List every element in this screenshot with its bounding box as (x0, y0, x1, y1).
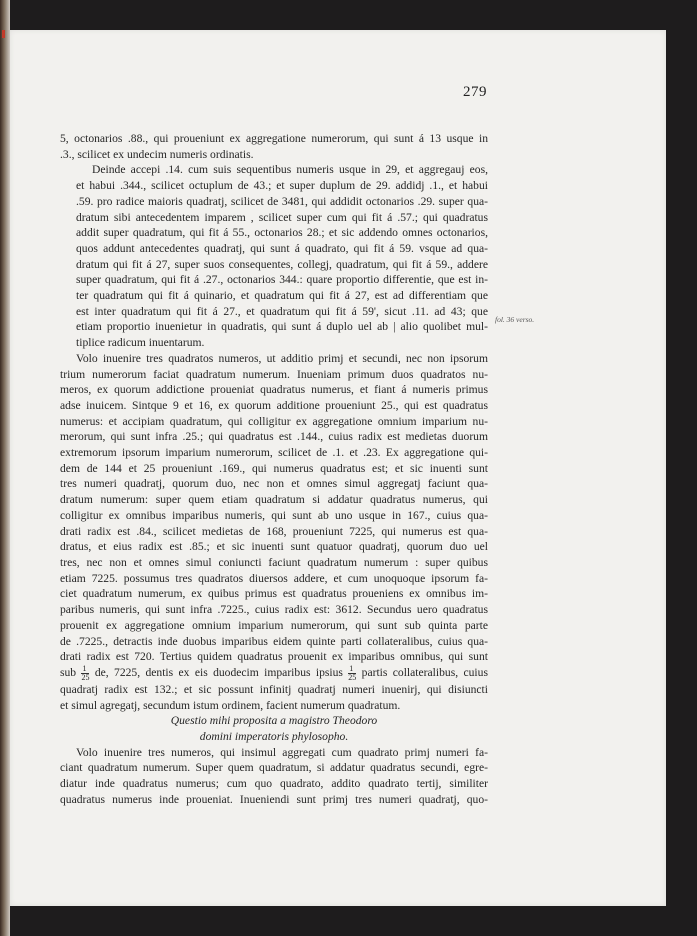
fraction-denominator: 25 (348, 672, 357, 682)
text-line: et habui .344., scilicet octuplum de 43.; et super duplum de 29. addidj .1., et habui (76, 179, 488, 193)
text-line: est inter quadratum qui fit á 27., et quadratum qui fit á 59', sicut .11. ad 43; que (76, 304, 488, 318)
text-line: quos addunt antecedentes quadratj, qui sunt á quadrato, qui fit á 59. vsque ad qua- (76, 241, 488, 255)
text-line: .59. pro radice maioris quadratj, scilicet de 3481, qui addidit octonarios .29. super qua- (76, 194, 488, 208)
text-line: tiplice radicum inuentarum. (76, 336, 205, 350)
text-fragment: de, 7225, dentis ex eis duodecim imparibus ipsius (94, 666, 343, 680)
margin-note: fol. 36 verso. (495, 315, 535, 324)
text-line: dratum qui fit á 27, super suos consequentes, collegj, quadratum, qui fit á 59., addere (76, 257, 488, 271)
text-line: diatur inde quadratus numerus; cum quo quadrato, addito quadrato tertij, similiter (60, 777, 488, 791)
text-line: dratus, et eius radix est .85.; et sic inuenti sunt quatuor quadratj, quorum duo uel (60, 540, 488, 554)
text-line: quadratus numerus inde proueniat. Inueniendi sunt primj tres numeri quadratj, quo- (60, 792, 488, 806)
fraction-numerator: 1 (81, 665, 89, 674)
text-line: Volo inuenire tres quadratos numeros, ut additio primj et secundi, nec non ipsorum (76, 351, 488, 365)
text-fragment: sub (60, 666, 77, 680)
book-binding-edge (0, 0, 10, 936)
text-line: trium numerorum faciat quadratum numerum. Inueniam primum duos quadratos nu- (60, 367, 488, 381)
text-line-with-fractions (60, 665, 488, 682)
body-text (60, 131, 488, 808)
text-line: ciet quadratum numerum, ex quibus primus est quadratus proueniens ex omnibus im- (60, 587, 488, 601)
paragraph-1 (60, 131, 488, 162)
text-line: super quadratum, qui fit á .27., octonarios 344.: quare proportio differentie, que est in- (76, 273, 488, 287)
paragraph-3 (60, 351, 488, 713)
text-line: tres, nec non et omnes simul coniuncti faciunt quadratum numerum : super quibus (60, 555, 488, 569)
text-line: dratum numerum: super quem etiam quadratum si addatur quadratus numerus, qui (60, 493, 488, 507)
text-line: Volo inuenire tres numeros, qui insimul aggregati cum quadrato primj numeri fa- (76, 745, 488, 759)
text-line: tres numeri quadratj, quorum duo, nec non et omnes simul aggregatj faciunt qua- (60, 477, 488, 491)
text-fragment: partis collateralibus, cuius (361, 666, 488, 680)
text-line: dratum sibi antecedentem imparem , scilicet super cum qui fit á .57.; qui quadratus (76, 210, 488, 224)
paragraph-4 (60, 745, 488, 808)
text-line: colligitur ex omnibus imparibus numeris, qui sunt ab uno usque in 167., cuius qua- (60, 508, 488, 522)
text-line: addit super quadratum, qui fit á 55., octonarios 28.; et sic addendo omnes octonarios, (76, 226, 488, 240)
text-line: .3., scilicet ex undecim numeris ordinatis. (60, 147, 254, 161)
text-line: ter quadratum qui fit á quinario, et quadratum qui fit á 27, est ad differentiam que (76, 289, 488, 303)
text-line: merorum, qui sunt infra .25.; qui quadratus est .144., cuius radix est medietas duorum (60, 430, 488, 444)
text-line: quadratj radix est 132.; et sic possunt infinitj quadratj numeri inuenirj, qui disiuncti (60, 682, 488, 696)
text-line: 5, octonarios .88., qui proueniunt ex aggregatione numerorum, qui sunt á 13 usque in (60, 132, 488, 145)
text-line: prouenit ex aggregatione omnium imparium numerorum, qui sunt sub quinta parte (60, 618, 488, 632)
fraction (348, 665, 356, 682)
fraction-denominator: 25 (81, 672, 90, 682)
text-line: etiam 7225. possumus tres quadratos diuersos addere, et cum unoquoque ipsorum fa- (60, 571, 488, 585)
section-heading-line-1: Questio mihi proposita a magistro Theodoro (170, 714, 378, 728)
text-line: drati radix est .84., scilicet medietas de 168, proueniunt 7225, qui numerus est qua- (60, 524, 488, 538)
section-heading-line-2: domini imperatoris phylosopho. (199, 730, 349, 744)
text-line: adse inuicem. Sintque 9 et 16, ex quorum additione proueniunt 25., qui est quadratus (60, 398, 488, 412)
text-line: et simul agregatj, secundum istum ordinem, facient numerum quadratum. (60, 698, 401, 712)
text-line: paribus numeris, qui sunt infra .7225., cuius radix est: 3612. Secundus uero quadratus (60, 603, 488, 617)
text-line: Deinde accepi .14. cum suis sequentibus numeris usque in 29, et aggregauj eos, (92, 163, 488, 177)
text-line: meros, ex quorum addictione proueniat quadratus numerus, et fiant á numeris primus (60, 383, 488, 397)
page-number: 279 (463, 84, 487, 100)
fraction-numerator: 1 (348, 665, 356, 674)
paragraph-2 (60, 162, 488, 350)
text-line: numerus: et accipiam quadratum, qui colligitur ex aggregatione omnium imparium nu- (60, 414, 488, 428)
binding-ribbon (2, 30, 5, 38)
text-line: extremorum ipsorum imparium numerorum, scilicet de .1. et .23. Ex aggregatione qui- (60, 446, 488, 460)
text-line: dem de 144 et 25 proueniunt .169., qui numerus quadratus est; et sic inuenti sunt (60, 461, 488, 475)
text-line: drati radix est 720. Tertius quidem quadratus prouenit ex imparibus omnibus, qui sunt (60, 650, 488, 664)
text-line: de .7225., detractis inde duobus imparibus eidem quinte parti collateralibus, cuius qua- (60, 634, 488, 648)
text-line: etiam proportio inuenietur in quadratis, qui sunt á duplo uel ab | alio quolibet mul- (76, 320, 488, 334)
fraction (81, 665, 89, 682)
text-line: ciant quadratum numerum. Super quem quadratum, si addatur quadratus secundi, egre- (60, 761, 488, 775)
